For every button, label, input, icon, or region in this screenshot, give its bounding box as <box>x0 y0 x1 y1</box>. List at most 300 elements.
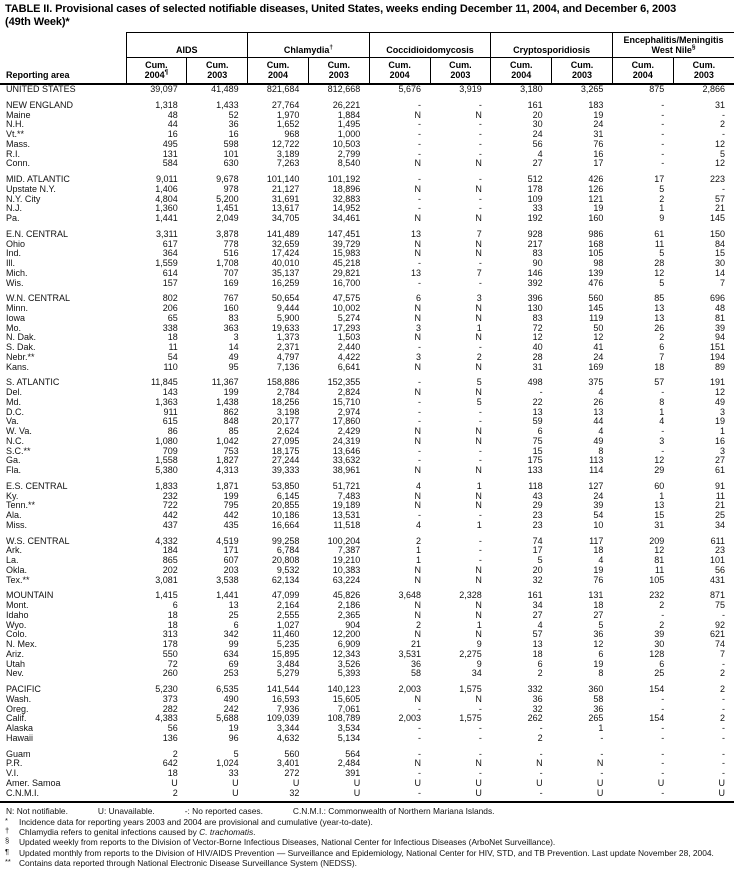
cell: 61 <box>715 465 726 475</box>
cell: - <box>418 732 422 743</box>
table-row <box>0 511 734 521</box>
notifiable-diseases-table <box>0 32 734 803</box>
cell: 928 <box>527 228 543 239</box>
cell: 39,097 <box>150 84 178 94</box>
cell: 25 <box>228 609 239 620</box>
cell: 2,371 <box>276 342 300 352</box>
cell: - <box>661 158 665 169</box>
row-label: Upstate N.Y. <box>6 183 56 194</box>
cell: 4 <box>598 555 604 565</box>
row-label: Ohio <box>6 238 26 249</box>
cell: 45,218 <box>332 258 361 268</box>
table-row <box>0 101 734 111</box>
cell: 1,451 <box>216 203 239 214</box>
cell: 34 <box>715 519 726 530</box>
cell: 5,688 <box>216 713 239 724</box>
cell: 76 <box>593 574 604 585</box>
cell: 30 <box>532 119 543 130</box>
cell: 4,313 <box>216 465 239 475</box>
cell: 1,575 <box>459 713 482 724</box>
table-row <box>0 789 734 803</box>
row-label: NEW ENGLAND <box>6 99 74 110</box>
cell: 12 <box>593 332 604 343</box>
cell: 34,705 <box>271 213 300 223</box>
cell: 1,441 <box>155 213 178 223</box>
cell: 17 <box>593 158 604 169</box>
cell: - <box>418 99 422 110</box>
cell: 550 <box>162 648 178 659</box>
cell: 1,652 <box>276 119 300 130</box>
cell: 5 <box>476 396 482 407</box>
cell: 11,845 <box>150 377 178 388</box>
table-title-line1: TABLE II. Provisional cases of selected notifiable diseases, United States, weeks ending December 11, 2004, and December 6, 2003 <box>5 3 677 15</box>
cell: 1,433 <box>216 99 239 110</box>
cell: 21 <box>715 203 726 214</box>
table-row <box>0 601 734 611</box>
cell: 83 <box>532 312 543 323</box>
table-row <box>0 249 734 259</box>
cell: 5 <box>233 748 239 759</box>
cell: 141,489 <box>266 228 300 239</box>
cell: 11,518 <box>333 519 361 530</box>
cell: 16,259 <box>271 277 300 288</box>
cell: N <box>475 303 482 313</box>
cell: 232 <box>162 490 178 501</box>
cell: 2 <box>537 732 543 743</box>
column-header-coccidioidomycosis-2003: Cum. 2003 <box>430 58 491 85</box>
table-row <box>0 185 734 195</box>
row-label: D.C. <box>6 406 24 417</box>
row-label: Del. <box>6 387 23 397</box>
row-label: N. Mex. <box>6 639 38 649</box>
cell: 3 <box>659 435 665 446</box>
cell: 74 <box>715 639 726 649</box>
cell: 47,575 <box>332 293 361 304</box>
row-label: Mass. <box>6 138 31 149</box>
table-row <box>0 398 734 408</box>
cell: 20,808 <box>271 555 300 565</box>
table-row <box>0 466 734 476</box>
cell: 24,319 <box>332 435 361 446</box>
cell: 2,328 <box>459 590 482 601</box>
cell: 98 <box>593 258 604 268</box>
cell: 23 <box>532 519 543 530</box>
cell: U <box>353 777 361 788</box>
cell: 611 <box>710 535 726 546</box>
cell: 105 <box>588 248 604 259</box>
cell: 192 <box>527 213 543 223</box>
cell: N <box>475 629 482 640</box>
column-header-aids-2004: Cum. 2004¶ <box>126 58 187 85</box>
cell: 18 <box>167 332 178 343</box>
cell: - <box>478 138 482 149</box>
cell: 8 <box>659 396 665 407</box>
table-row <box>0 130 734 140</box>
cell: 12 <box>715 387 726 397</box>
cell: 871 <box>710 590 726 601</box>
cell: - <box>661 693 665 704</box>
cell: 707 <box>223 267 239 278</box>
table-row <box>0 353 734 363</box>
cell: 3,531 <box>398 648 422 659</box>
cell: 1 <box>598 723 604 733</box>
cell: - <box>722 183 726 194</box>
cell: 2,824 <box>337 387 361 397</box>
cell: 199 <box>223 387 239 397</box>
cell: 29,821 <box>332 267 361 278</box>
cell: 3,265 <box>580 84 604 94</box>
table-row <box>0 175 734 185</box>
cell: 2,784 <box>276 387 300 397</box>
cell: 1,970 <box>276 109 300 120</box>
cell: 4 <box>537 148 543 159</box>
cell: - <box>418 277 422 288</box>
cell: 1 <box>476 519 482 530</box>
cell: 5,230 <box>155 684 178 694</box>
cell: 58 <box>411 668 422 679</box>
cell: 27 <box>715 455 726 466</box>
cell: - <box>722 748 726 759</box>
cell: 2 <box>537 668 543 679</box>
cell: 1 <box>720 426 726 436</box>
cell: 92 <box>715 619 726 630</box>
cell: U <box>718 777 726 788</box>
cell: 584 <box>162 158 178 169</box>
cell: - <box>722 723 726 733</box>
cell: 696 <box>710 293 726 304</box>
cell: 1,441 <box>216 590 239 601</box>
cell: 630 <box>223 158 239 169</box>
cell: - <box>722 658 726 669</box>
cell: 62,134 <box>271 574 300 585</box>
cell: 36 <box>593 629 604 640</box>
cell: 169 <box>223 277 239 288</box>
cell: N <box>414 312 422 323</box>
cell: 9,444 <box>276 303 300 313</box>
cell: - <box>418 416 422 427</box>
cell: 11 <box>654 238 665 249</box>
cell: 117 <box>589 535 604 546</box>
row-label: MID. ATLANTIC <box>6 174 70 184</box>
cell: 86 <box>167 426 178 436</box>
table-row <box>0 591 734 601</box>
row-label: Ark. <box>6 545 23 556</box>
cell: - <box>478 129 482 139</box>
legend-item: N: Not notifiable. <box>6 806 68 817</box>
cell: 43 <box>532 490 543 501</box>
cell: 13 <box>654 303 665 313</box>
cell: 223 <box>710 174 726 184</box>
cell: 5,279 <box>276 668 300 679</box>
cell: 114 <box>589 465 604 475</box>
cell: 27,244 <box>271 455 300 466</box>
cell: 141,544 <box>266 684 300 694</box>
cell: 18 <box>167 609 178 620</box>
table-row <box>0 388 734 398</box>
cell: - <box>418 174 422 184</box>
cell: 131 <box>162 148 178 159</box>
cell: 6 <box>537 426 543 436</box>
cell: 19,189 <box>332 500 361 511</box>
cell: 49 <box>228 351 239 362</box>
cell: 338 <box>162 322 178 333</box>
cell: 16,664 <box>271 519 300 530</box>
cell: 7,263 <box>276 158 300 169</box>
cell: 35,137 <box>271 267 300 278</box>
cell: 614 <box>162 267 178 278</box>
cell: 598 <box>223 138 239 149</box>
cell: - <box>539 748 543 759</box>
cell: 232 <box>649 590 665 601</box>
cell: 5 <box>659 248 665 259</box>
cell: 9,678 <box>216 174 239 184</box>
cell: 61 <box>654 228 665 239</box>
cell: 178 <box>527 183 543 194</box>
cell: N <box>475 465 482 475</box>
cell: N <box>475 312 482 323</box>
cell: 615 <box>162 416 178 427</box>
cell: N <box>475 158 482 169</box>
cell: - <box>661 609 665 620</box>
cell: 27 <box>532 609 543 620</box>
cell: 32,659 <box>271 238 300 249</box>
table-title-line2: (49th Week)* <box>5 16 70 28</box>
column-header-chlamydia-2003: Cum. 2003 <box>308 58 369 85</box>
cell: 50 <box>593 322 604 333</box>
table-row <box>0 537 734 547</box>
cell: 28 <box>654 258 665 268</box>
cell: 1 <box>476 480 482 491</box>
cell: 392 <box>527 277 543 288</box>
table-row <box>0 314 734 324</box>
cell: - <box>661 748 665 759</box>
cell: - <box>661 723 665 733</box>
table-row <box>0 734 734 744</box>
footnote-symbol: § <box>5 836 10 846</box>
cell: - <box>600 732 604 743</box>
cell: 32 <box>248 789 309 803</box>
cell: 18 <box>167 619 178 630</box>
table-row <box>0 447 734 457</box>
cell: 109 <box>527 193 543 204</box>
cell: 2,555 <box>276 609 300 620</box>
cell: - <box>478 703 482 714</box>
cell: 8,540 <box>337 158 361 169</box>
cell: 607 <box>223 555 239 565</box>
cell: 50,654 <box>271 293 300 304</box>
cell: 2 <box>476 351 482 362</box>
cell: 2,275 <box>459 648 482 659</box>
cell: 15,983 <box>332 248 361 259</box>
cell: U <box>232 777 239 788</box>
cell: 54 <box>593 510 604 520</box>
cell: 23 <box>532 510 543 520</box>
table-row <box>0 650 734 660</box>
row-label: Tenn.** <box>6 500 36 511</box>
row-label: Mo. <box>6 322 22 333</box>
row-label: N.H. <box>6 119 24 130</box>
cell: N <box>414 238 422 249</box>
row-label: E.S. CENTRAL <box>6 480 68 491</box>
cell: 15,605 <box>332 693 361 704</box>
cell: 16 <box>228 129 239 139</box>
table-row <box>0 150 734 160</box>
cell: 150 <box>710 228 726 239</box>
cell: 19,633 <box>271 322 300 333</box>
cell: N <box>414 609 422 620</box>
table-row <box>0 159 734 169</box>
cell: U <box>657 777 665 788</box>
cell: 442 <box>162 510 178 520</box>
cell: 175 <box>527 455 543 466</box>
footnote: † Chlamydia refers to genital infections caused by C. trachomatis. <box>5 826 256 838</box>
column-group-cryptosporidiosis: Cryptosporidiosis <box>491 33 613 58</box>
cell: N <box>475 426 482 436</box>
cell: 30 <box>715 258 726 268</box>
cell: 865 <box>162 555 178 565</box>
cell: - <box>661 99 665 110</box>
cell: - <box>418 119 422 130</box>
cell: 9 <box>476 639 482 649</box>
cell: U <box>187 789 248 803</box>
cell: 4 <box>598 387 604 397</box>
table-row <box>0 660 734 670</box>
cell: 20 <box>532 564 543 575</box>
cell: 154 <box>649 713 665 724</box>
cell: 16 <box>593 148 604 159</box>
cell: 490 <box>223 693 239 704</box>
cell: - <box>478 455 482 466</box>
cell: 12 <box>715 138 726 149</box>
cell: 91 <box>715 480 726 491</box>
table-row <box>0 456 734 466</box>
row-label: Minn. <box>6 303 29 313</box>
cell: 3,648 <box>398 590 422 601</box>
row-label: Utah <box>6 658 26 669</box>
cell: N <box>414 332 422 343</box>
table-row <box>0 556 734 566</box>
row-label: Mont. <box>6 600 29 610</box>
cell: 4,519 <box>216 535 239 546</box>
cell: 5,900 <box>276 312 300 323</box>
cell: 168 <box>588 238 604 249</box>
cell: N <box>475 183 482 194</box>
column-group-coccidioidomycosis: Coccidioidomycosis <box>369 33 491 58</box>
cell: 19 <box>593 203 604 214</box>
cell: 391 <box>345 768 361 778</box>
cell: 6 <box>659 342 665 352</box>
cell: 1,575 <box>459 684 482 694</box>
cell: N <box>414 500 422 511</box>
cell: N <box>414 361 422 372</box>
cell: 18,256 <box>271 396 300 407</box>
cell: 313 <box>162 629 178 640</box>
cell: 6 <box>598 648 604 659</box>
cell: - <box>478 748 482 759</box>
cell: 1,559 <box>155 258 178 268</box>
cell: 1,360 <box>155 203 178 214</box>
cell: 139 <box>588 267 604 278</box>
cell: 396 <box>527 293 543 304</box>
cell: 63,224 <box>332 574 361 585</box>
cell: 27,764 <box>271 99 300 110</box>
row-label: Iowa <box>6 312 26 323</box>
footnote-list <box>0 817 734 869</box>
cell: 31 <box>593 129 604 139</box>
row-label: Colo. <box>6 629 28 640</box>
cell: 53,850 <box>271 480 300 491</box>
cell: 431 <box>710 574 726 585</box>
cell: 862 <box>223 406 239 417</box>
table-row <box>0 343 734 353</box>
cell: 209 <box>649 535 665 546</box>
cell: 722 <box>162 500 178 511</box>
cell: 3 <box>233 332 239 343</box>
cell: 1,871 <box>216 480 239 491</box>
cell: - <box>478 119 482 130</box>
cell: U <box>414 777 422 788</box>
cell: - <box>478 555 482 565</box>
cell: N <box>414 564 422 575</box>
cell: 19,210 <box>332 555 361 565</box>
cell: 7 <box>476 228 482 239</box>
cell: - <box>661 732 665 743</box>
cell: 36 <box>593 703 604 714</box>
cell: 363 <box>223 322 239 333</box>
cell: N <box>414 426 422 436</box>
reporting-area-header: Reporting area <box>0 33 126 85</box>
cell: - <box>661 758 665 769</box>
cell: 49 <box>593 435 604 446</box>
cell: 18 <box>593 545 604 556</box>
cell: 44 <box>593 416 604 427</box>
column-group-aids: AIDS <box>126 33 248 58</box>
table-row <box>0 269 734 279</box>
cell: - <box>418 445 422 456</box>
cell: N <box>414 574 422 585</box>
cell: 373 <box>162 693 178 704</box>
cell: 10 <box>593 519 604 530</box>
cell: 2 <box>172 748 178 759</box>
cell: 6 <box>233 619 239 630</box>
cell: 11 <box>168 342 178 352</box>
table-row <box>0 759 734 769</box>
cell: 110 <box>163 361 178 372</box>
cell: 364 <box>162 248 178 259</box>
table-row <box>0 640 734 650</box>
cell: - <box>722 758 726 769</box>
cell: N <box>414 600 422 610</box>
cell: 6,909 <box>337 639 361 649</box>
cell: 59 <box>532 416 543 427</box>
cell: 160 <box>588 213 604 223</box>
row-label: R.I. <box>6 148 21 159</box>
cell: 184 <box>162 545 178 556</box>
cell: - <box>600 748 604 759</box>
cell: 161 <box>527 590 543 601</box>
cell: 753 <box>223 445 239 456</box>
cell: 152,355 <box>327 377 361 388</box>
row-label: Ky. <box>6 490 19 501</box>
cell: - <box>661 148 665 159</box>
cell: 94 <box>715 332 726 343</box>
cell: 27 <box>593 609 604 620</box>
cell: - <box>369 789 430 803</box>
cell: 17,293 <box>332 322 361 333</box>
cell: 6 <box>659 658 665 669</box>
cell: 34,461 <box>332 213 361 223</box>
cell: 36 <box>532 693 543 704</box>
